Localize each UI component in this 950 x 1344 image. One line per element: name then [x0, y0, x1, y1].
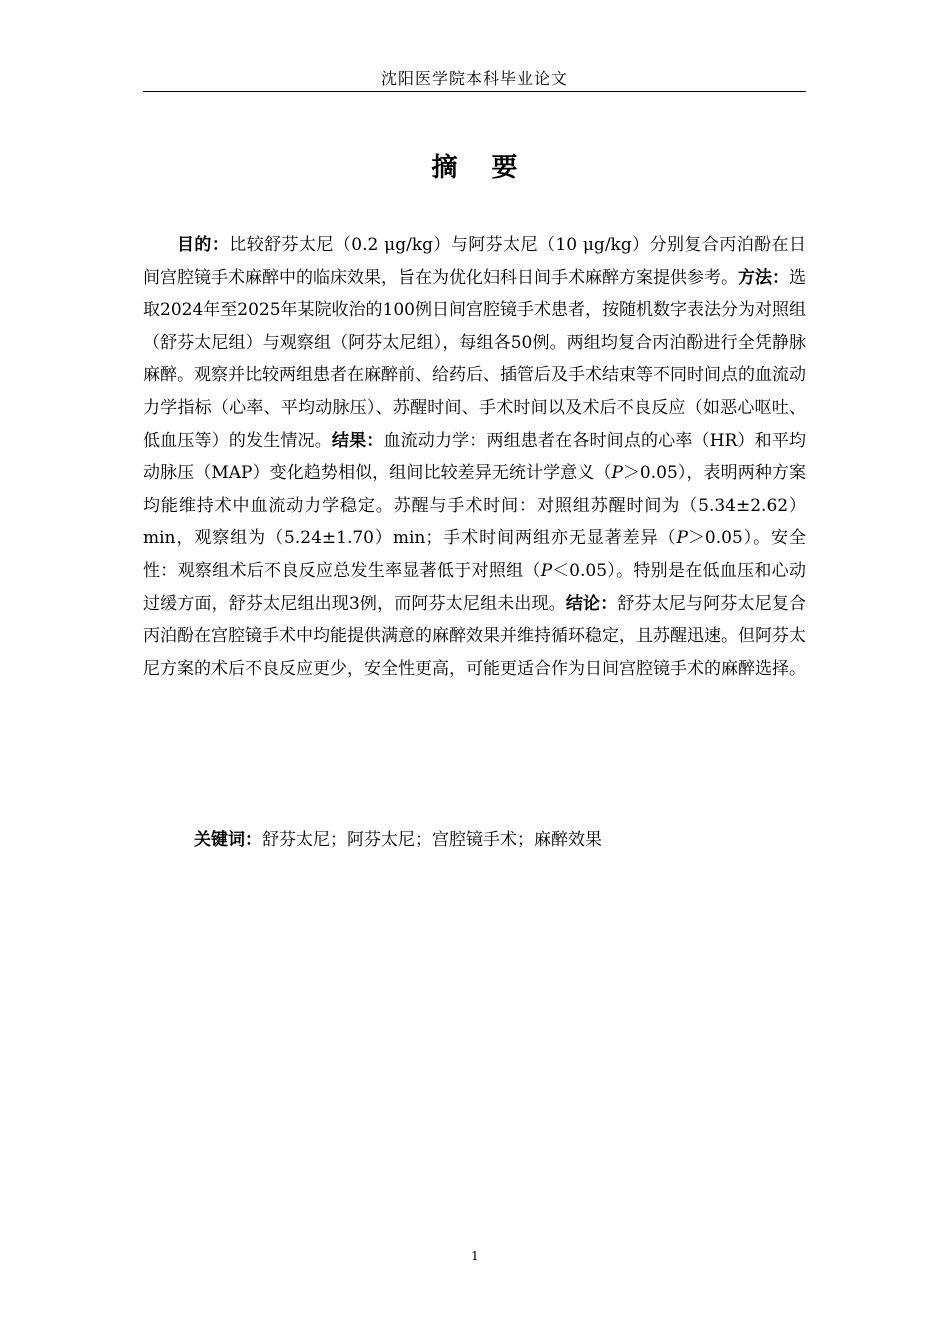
keywords-label: 关键词：: [194, 830, 262, 850]
methods-label: 方法：: [738, 267, 789, 288]
p-value-symbol: P: [611, 463, 623, 484]
results-text-1: 血流动力学：两组患者在各时间点的心率（HR）和平均动脉压（MAP）变化趋势相似，组间比较差异无统计学意义（: [143, 430, 807, 484]
p-value-symbol: P: [540, 560, 553, 581]
running-header: 沈阳医学院本科毕业论文: [380, 69, 568, 88]
keywords-text: 舒芬太尼；阿芬太尼；宫腔镜手术；麻醉效果: [262, 830, 602, 850]
keywords-line: [143, 824, 806, 856]
objective-label: 目的：: [177, 235, 230, 255]
abstract-paragraph: [143, 229, 806, 685]
results-text-3: ＞0.05）。安全性：观察组术后不良反应总发生率显著低于对照组（: [143, 528, 806, 581]
title-part-1: 摘: [431, 153, 458, 183]
header-rule: [143, 91, 806, 92]
results-label: 结果：: [331, 430, 384, 451]
title-part-2: 要: [491, 153, 518, 183]
results-text-4: ＜0.05）。特别是在低血压和心动过缓方面，舒芬太尼组出现3例，而阿芬太尼组未出现。: [143, 560, 807, 614]
conclusion-label: 结论：: [565, 593, 618, 614]
results-text-2: ＞0.05），表明两种方案均能维持术中血流动力学稳定。苏醒与手术时间：对照组苏醒时间为（5.34±2.62）min，观察组为（5.24±1.70）min；手术时间两组亦无显著差异（: [143, 463, 806, 549]
page-number: 1: [471, 1249, 479, 1263]
page-title: [143, 148, 806, 188]
methods-text: 选取2024年至2025年某院收治的100例日间宫腔镜手术患者，按随机数字表法分为对照组（舒芬太尼组）与观察组（阿芬太尼组），每组各50例。两组均复合丙泊酚进行全凭静脉麻醉。观察并比较两组患者在麻醉前、给药后、插管后及手术结束等不同时间点的血流动力学指标（心率、平均动脉压）、苏醒时间、手术时间以及术后不良反应（如恶心呕吐、低血压等）的发生情况。: [143, 267, 806, 451]
p-value-symbol: P: [676, 528, 688, 549]
objective-text: 比较舒芬太尼（0.2 μg/kg）与阿芬太尼（10 μg/kg）分别复合丙泊酚在日间宫腔镜手术麻醉中的临床效果，旨在为优化妇科日间手术麻醉方案提供参考。: [143, 235, 806, 288]
conclusion-text: 舒芬太尼与阿芬太尼复合丙泊酚在宫腔镜手术中均能提供满意的麻醉效果并维持循环稳定，且苏醒迅速。但阿芬太尼方案的术后不良反应更少，安全性更高，可能更适合作为日间宫腔镜手术的麻醉选择。: [143, 593, 807, 679]
